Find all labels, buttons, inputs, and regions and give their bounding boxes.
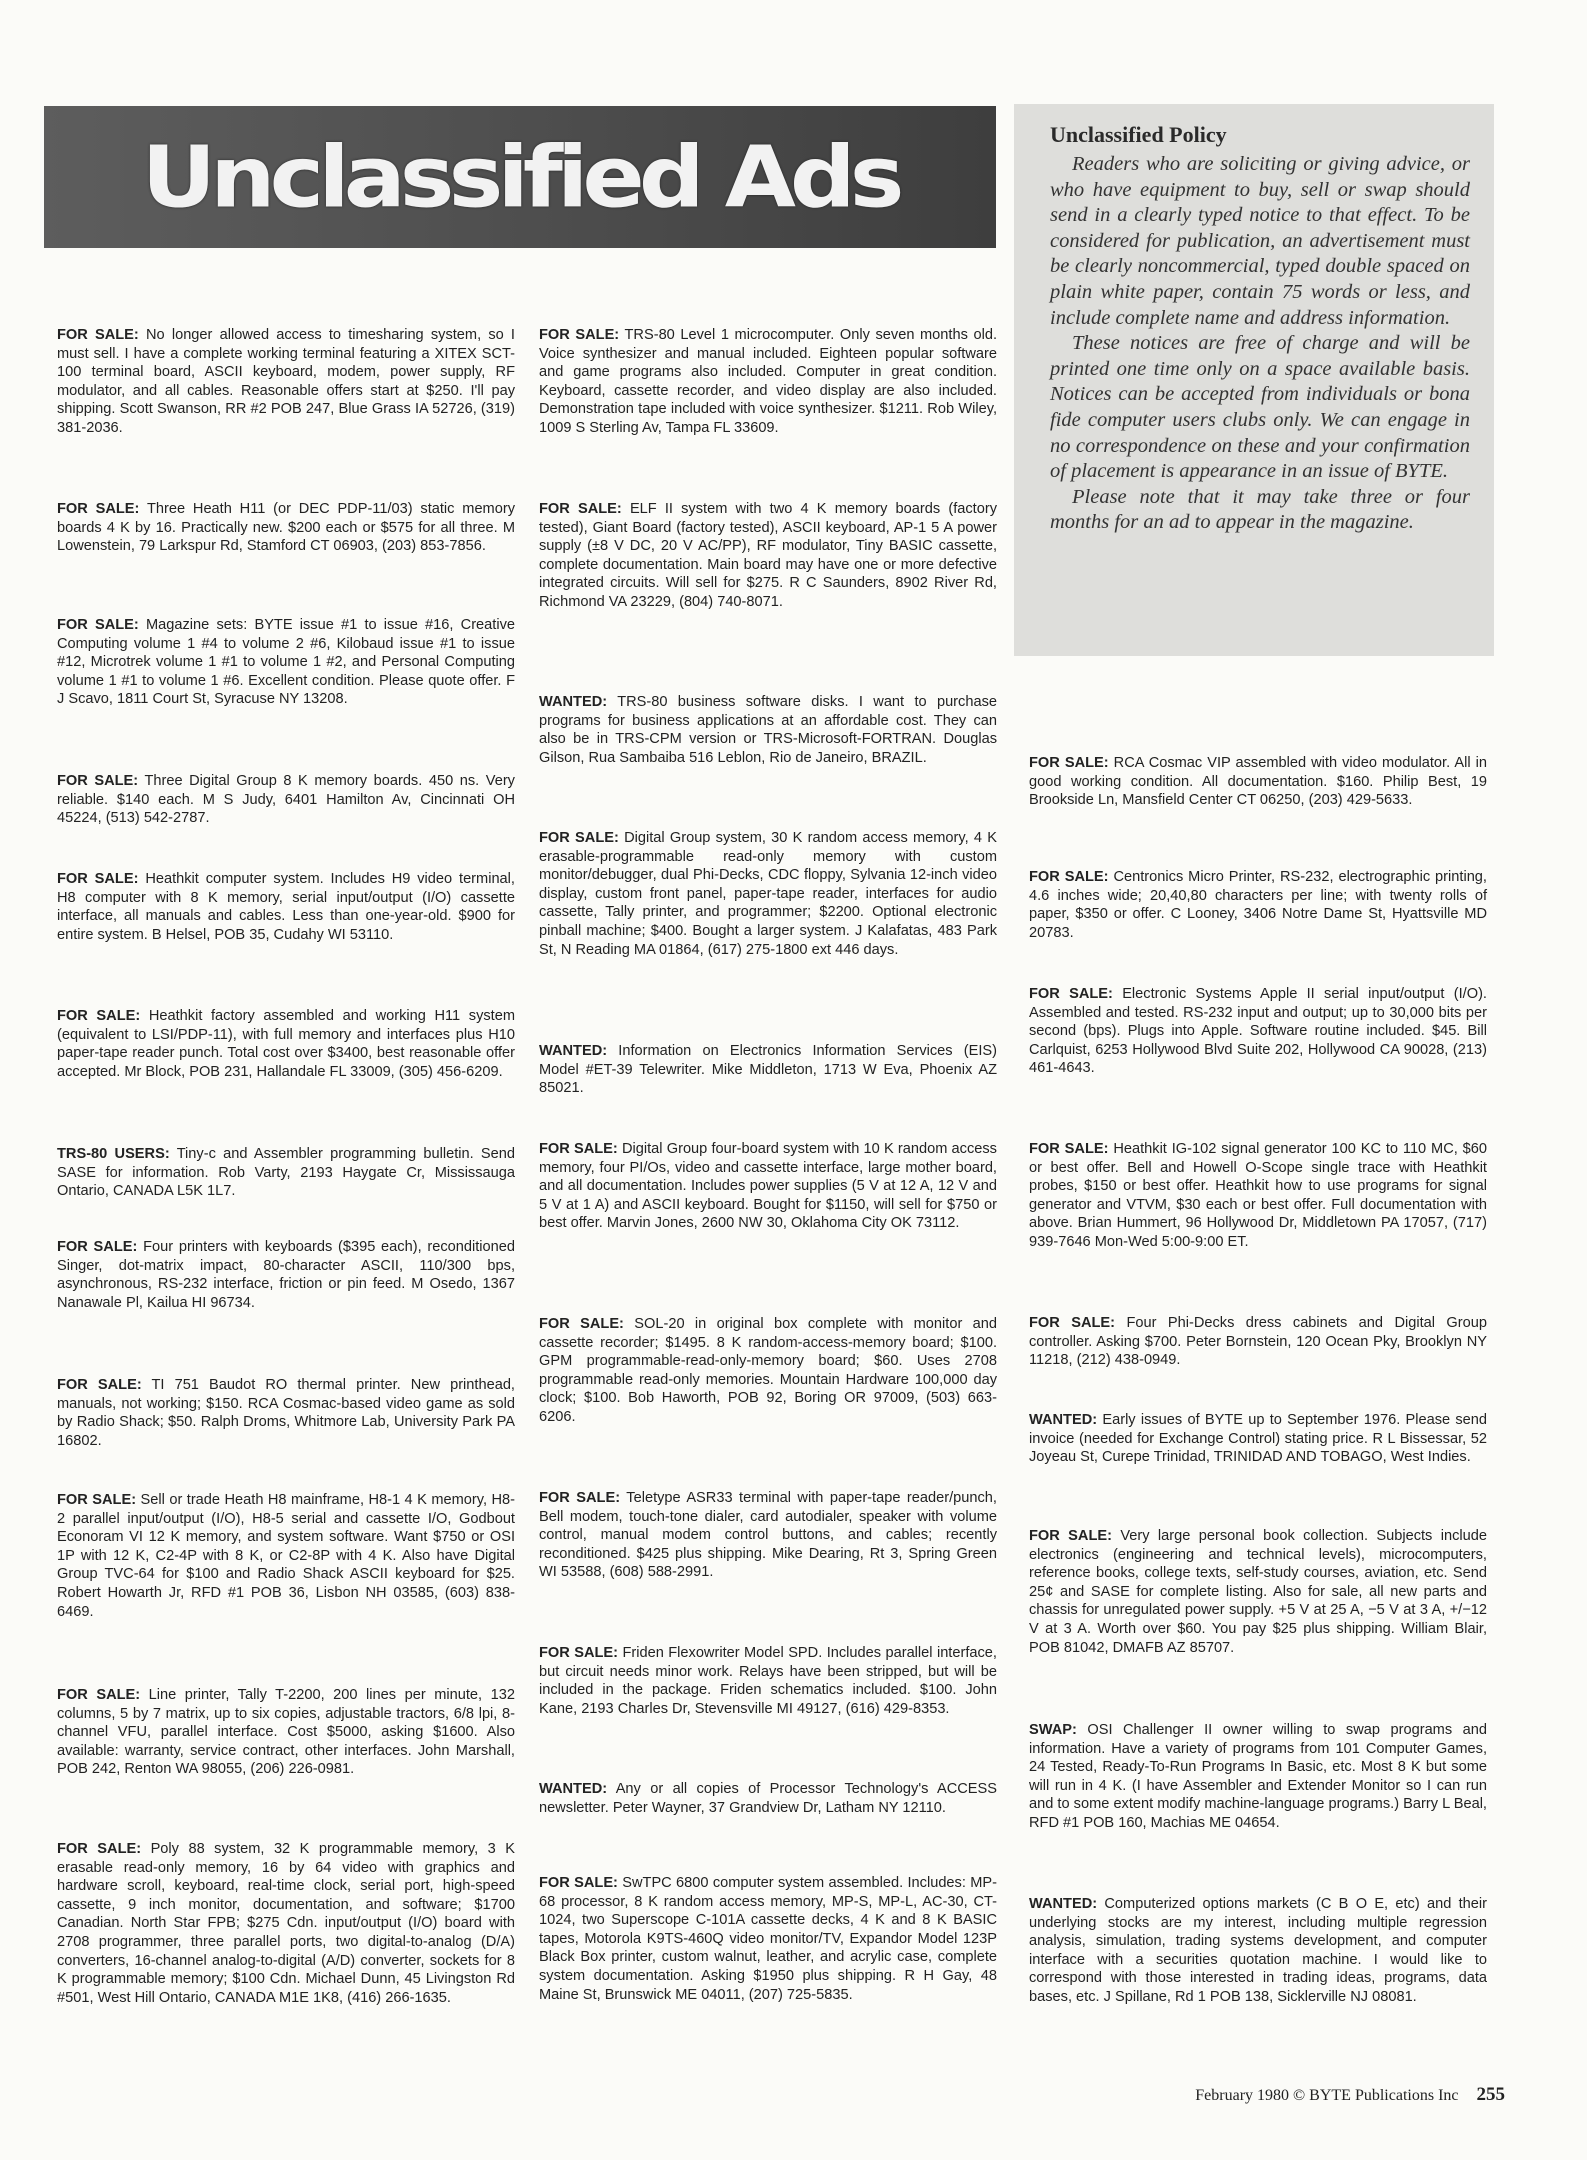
ad-lead: FOR SALE: — [57, 1239, 138, 1255]
ad-text: OSI Challenger II owner willing to swap programs and information. Have a variety of programs from 101 Computer Games, 24 Tested, Ready-To-Run Programs In Basic, etc. Most 8 K but some will run in 4 K. (I have Assembler and Extender Monitor so I can run and to some extent modify machine-language programs.) Barry L Beal, RFD #1 POB 160, Machias ME 04654. — [1029, 1722, 1487, 1831]
ad-text: Friden Flexowriter Model SPD. Includes parallel interface, but circuit needs minor work. Relays have been stripped, but will be included in the package. Friden schematics included. $100. John Kane, 2193 Charles Dr, Stevensville MI 49127, (616) 429-8353. — [539, 1645, 997, 1717]
classified-ad — [539, 1042, 997, 1098]
classified-ad — [539, 500, 997, 612]
ad-lead: FOR SALE: — [539, 1645, 619, 1661]
ad-lead: FOR SALE: — [57, 773, 139, 789]
classified-ad — [57, 326, 515, 438]
ad-text: ELF II system with two 4 K memory boards (factory tested), Giant Board (factory tested), ASCII keyboard, AP-1 5 A power supply (±8 V DC, 20 V AC/PP), RF modulator, Tiny BASIC cassette, complete documentation. Main board may have one or more defective integrated circuits. Will sell for $275. R C Saunders, 8902 River Rd, Richmond VA 23229, (804) 740-8071. — [539, 501, 997, 610]
policy-paragraph: Readers who are soliciting or giving advice, or who have equipment to buy, sell or swap should send in a clearly typed notice to that effect. To be considered for publication, an advertisement must be clearly noncommercial, typed double spaced on plain white paper, contain 75 words or less, and include complete name and address information. — [1050, 153, 1470, 329]
ad-lead: FOR SALE: — [57, 1687, 141, 1703]
ad-text: SOL-20 in original box complete with monitor and cassette recorder; $1495. 8 K random-access-memory board; $100. GPM programmable-read-only-memory board; $60. Uses 2708 programmable read-only memories. Mountain Hardware 100,000 day clock; $100. Bob Haworth, POB 92, Boring OR 97009, (503) 663-6206. — [539, 1316, 997, 1425]
ad-lead: FOR SALE: — [1029, 869, 1109, 885]
ad-text: Electronic Systems Apple II serial input/output (I/O). Assembled and tested. RS-232 input and output; up to 30,000 bits per second (bps). Plugs into Apple. Software routine included. $45. Bill Carlquist, 6253 Hollywood Blvd Suite 202, Hollywood CA 90028, (213) 461-4643. — [1029, 986, 1487, 1077]
ad-lead: FOR SALE: — [57, 1841, 142, 1857]
ad-lead: FOR SALE: — [1029, 1315, 1116, 1331]
policy-box — [1014, 104, 1494, 656]
ad-lead: WANTED: — [1029, 1412, 1098, 1428]
ad-lead: TRS-80 USERS: — [57, 1146, 170, 1162]
page-number: 255 — [1476, 2084, 1505, 2105]
section-banner — [44, 106, 996, 248]
ad-lead: FOR SALE: — [57, 871, 139, 887]
ad-lead: FOR SALE: — [539, 1141, 618, 1157]
ad-text: Three Digital Group 8 K memory boards. 450 ns. Very reliable. $140 each. M S Judy, 6401 Hamilton Av, Cincinnati OH 45224, (513) 542-2787. — [57, 773, 515, 827]
classified-ad — [57, 1007, 515, 1081]
ad-text: Tiny-c and Assembler programming bulletin. Send SASE for information. Rob Varty, 2193 Haygate Cr, Mississauga Ontario, CANADA L5K 1L7. — [57, 1146, 515, 1200]
ad-text: Digital Group four-board system with 10 K random access memory, four PI/Os, video and cassette interface, large mother board, and all documentation. Includes power supplies (5 V at 12 A, 12 V and 5 V at 1 A) and ASCII keyboard. Bought for $1150, will sell for $750 or best offer. Marvin Jones, 2600 NW 30, Oklahoma City OK 73112. — [539, 1141, 997, 1232]
classified-ad — [539, 1780, 997, 1817]
classified-ad — [539, 829, 997, 959]
classified-ad — [57, 772, 515, 828]
ad-text: RCA Cosmac VIP assembled with video modulator. All in good working condition. All documentation. $160. Philip Best, 19 Brookside Ln, Mansfield Center CT 06250, (203) 429-5633. — [1029, 755, 1487, 809]
ad-lead: WANTED: — [539, 694, 608, 710]
classified-ad — [57, 1376, 515, 1450]
ad-text: Magazine sets: BYTE issue #1 to issue #16, Creative Computing volume 1 #4 to volume 2 #6, Kilobaud issue #1 to issue #12, Microtrek volume 1 #1 to volume 1 #2, and Personal Computing volume 1 #1 to volume 1 #6. Excellent condition. Please quote offer. F J Scavo, 1811 Court St, Syracuse NY 13208. — [57, 617, 515, 708]
ad-lead: FOR SALE: — [539, 1875, 618, 1891]
classified-ad — [1029, 1527, 1487, 1657]
ad-lead: FOR SALE: — [57, 501, 140, 517]
classified-ad — [1029, 1314, 1487, 1370]
classified-ad — [57, 1840, 515, 2007]
ad-lead: FOR SALE: — [1029, 755, 1109, 771]
ad-text: Teletype ASR33 terminal with paper-tape reader/punch, Bell modem, touch-tone dialer, card autodialer, speaker with volume control, manual modem control buttons, and cables; recently reconditioned. $425 plus shipping. Mike Dearing, Rt 3, Spring Green WI 53588, (608) 588-2991. — [539, 1490, 997, 1581]
classified-ad — [539, 1315, 997, 1427]
classified-ad — [57, 1238, 515, 1312]
ad-lead: WANTED: — [539, 1043, 608, 1059]
ad-text: Three Heath H11 (or DEC PDP-11/03) static memory boards 4 K by 16. Practically new. $200 each or $575 for all three. M Lowenstein, 79 Larkspur Rd, Stamford CT 06903, (203) 853-7856. — [57, 501, 515, 555]
ad-lead: FOR SALE: — [57, 327, 139, 343]
classified-ad — [539, 1140, 997, 1233]
classified-ad — [57, 500, 515, 556]
footer-credit: February 1980 © BYTE Publications Inc — [1195, 2087, 1459, 2104]
ad-text: Computerized options markets (C B O E, etc) and their underlying stocks are my interest, including multiple regression analysis, simulation, trading systems development, and computer interface with a securities quotation machine. I would like to correspond with those interested in trading ideas, programs, data bases, etc. J Spillane, Rd 1 POB 138, Sicklerville NJ 08081. — [1029, 1896, 1487, 2005]
ad-lead: FOR SALE: — [539, 1490, 621, 1506]
ad-text: Poly 88 system, 32 K programmable memory, 3 K erasable read-only memory, 16 by 64 video with graphics and hardware scroll, keyboard, real-time clock, serial port, high-speed cassette, 9 inch monitor, documentation, and software; $1700 Canadian. North Star FPB; $275 Cdn. input/output (I/O) board with 2708 programmer, three parallel ports, two digital-to-analog (D/A) converters, 16-channel analog-to-digital (A/D) converter, sockets for 8 K programmable memory; $100 Cdn. Michael Dunn, 45 Livingston Rd #501, West Hill Ontario, CANADA M1E 1K8, (416) 266-1635. — [57, 1841, 515, 2006]
classified-ad — [57, 1686, 515, 1779]
ad-lead: SWAP: — [1029, 1722, 1077, 1738]
ad-text: Heathkit IG-102 signal generator 100 KC to 110 MC, $60 or best offer. Bell and Howell O-Scope single trace with Heathkit probes, $150 or best offer. Heathkit how to use programs for signal generator and VTVM, $30 each or best offer. Full documentation with above. Brian Hummert, 96 Hollywood Dr, Middletown PA 17057, (717) 939-7646 Mon-Wed 5:00-9:00 ET. — [1029, 1141, 1487, 1250]
ad-lead: FOR SALE: — [1029, 986, 1113, 1002]
ad-text: Very large personal book collection. Subjects include electronics (engineering and technical levels), microcomputers, reference books, college texts, self-study courses, aviation, etc. Send 25¢ and SASE for complete listing. Also for sale, all new parts and chassis for unregulated power supply. +5 V at 25 A, −5 V at 3 A, +/−12 V at 3 A. Worth over $60. You pay $25 plus shipping. William Blair, POB 81042, DMAFB AZ 85707. — [1029, 1528, 1487, 1656]
page-footer — [1195, 2084, 1505, 2106]
ad-lead: FOR SALE: — [539, 1316, 624, 1332]
ad-lead: FOR SALE: — [57, 1377, 142, 1393]
ad-lead: FOR SALE: — [539, 830, 619, 846]
ad-lead: FOR SALE: — [539, 327, 620, 343]
ad-lead: FOR SALE: — [57, 1492, 137, 1508]
classified-ad — [1029, 1140, 1487, 1252]
ad-text: Four Phi-Decks dress cabinets and Digital Group controller. Asking $700. Peter Bornstein, 120 Ocean Pky, Brooklyn NY 11218, (212) 438-0949. — [1029, 1315, 1487, 1369]
ad-text: Four printers with keyboards ($395 each), reconditioned Singer, dot-matrix impact, 80-character ASCII, 110/300 bps, asynchronous, RS-232 interface, friction or pin feed. M Osedo, 1367 Nanawale Pl, Kailua HI 96734. — [57, 1239, 515, 1311]
classified-ad — [57, 1491, 515, 1621]
classified-ad — [57, 616, 515, 709]
classified-ad — [1029, 1411, 1487, 1467]
ad-lead: FOR SALE: — [57, 1008, 141, 1024]
classified-ad — [1029, 754, 1487, 810]
ad-text: TRS-80 business software disks. I want to purchase programs for business applications at an affordable cost. They can also be in TRS-CPM version or TRS-Microsoft-FORTRAN. Douglas Gilson, Rua Sambaiba 516 Leblon, Rio de Janeiro, BRAZIL. — [539, 694, 997, 766]
policy-paragraph: These notices are free of charge and will be printed one time only on a space available basis. Notices can be accepted from individuals or bona fide computer users clubs only. We can engage in no correspondence on these and your confirmation of placement is appearance in an issue of BYTE. — [1050, 332, 1470, 483]
policy-title: Unclassified Policy — [1050, 122, 1227, 147]
ad-text: Early issues of BYTE up to September 1976. Please send invoice (needed for Exchange Control) stating price. R L Bissessar, 52 Joyeau St, Curepe Trinidad, TRINIDAD AND TOBAGO, West Indies. — [1029, 1412, 1487, 1466]
classified-ad — [539, 326, 997, 438]
ad-lead: FOR SALE: — [1029, 1141, 1109, 1157]
ad-lead: WANTED: — [1029, 1896, 1098, 1912]
classified-ad — [1029, 985, 1487, 1078]
ad-text: Information on Electronics Information Services (EIS) Model #ET-39 Telewriter. Mike Middleton, 1713 W Eva, Phoenix AZ 85021. — [539, 1043, 997, 1097]
ad-text: No longer allowed access to timesharing system, so I must sell. I have a complete working terminal featuring a XITEX SCT-100 terminal board, ASCII keyboard, modem, power supply, RF modulator, and all cables. Reasonable offers start at $250. I'll pay shipping. Scott Swanson, RR #2 POB 247, Blue Grass IA 52726, (319) 381-2036. — [57, 327, 515, 436]
classified-ad — [539, 1489, 997, 1582]
ad-text: Line printer, Tally T-2200, 200 lines per minute, 132 columns, 5 by 7 matrix, up to six copies, adjustable tractors, 6/8 lpi, 8-channel VFU, parallel interface. Cost $5000, asking $1600. Also available: warranty, service contract, other interfaces. John Marshall, POB 242, Renton WA 98055, (206) 226-0981. — [57, 1687, 515, 1778]
classified-ad — [57, 870, 515, 944]
ad-lead: FOR SALE: — [1029, 1528, 1112, 1544]
ad-text: Sell or trade Heath H8 mainframe, H8-1 4 K memory, H8-2 parallel input/output (I/O), H8-5 serial and cassette I/O, Godbout Econoram VI 12 K memory, and system software. Want $750 or OSI 1P with 12 K, C2-4P with 8 K, or C2-8P with 4 K. Also have Digital Group TVC-64 for $100 and Radio Shack ASCII keyboard for $25. Robert Howarth Jr, RFD #1 POB 36, Lisbon NH 03585, (603) 838-6469. — [57, 1492, 515, 1620]
ad-text: Any or all copies of Processor Technology's ACCESS newsletter. Peter Wayner, 37 Grandview Dr, Latham NY 12110. — [539, 1781, 997, 1816]
ad-lead: WANTED: — [539, 1781, 608, 1797]
ad-lead: FOR SALE: — [539, 501, 622, 517]
ad-text: TRS-80 Level 1 microcomputer. Only seven months old. Voice synthesizer and manual included. Eighteen popular software and game programs also included. Computer in great condition. Keyboard, cassette recorder, and video display are also included. Demonstration tape included with voice synthesizer. $1211. Rob Wiley, 1009 S Sterling Av, Tampa FL 33609. — [539, 327, 997, 436]
ad-lead: FOR SALE: — [57, 617, 139, 633]
classified-ad — [1029, 868, 1487, 942]
banner-title: Unclassified Ads — [141, 127, 899, 227]
classified-ad — [539, 1644, 997, 1718]
classified-ad — [539, 693, 997, 767]
ad-text: Heathkit computer system. Includes H9 video terminal, H8 computer with 8 K memory, serial input/output (I/O) cassette interface, all manuals and cables. Less than one-year-old. $900 for entire system. B Helsel, POB 35, Cudahy WI 53110. — [57, 871, 515, 943]
ad-text: TI 751 Baudot RO thermal printer. New printhead, manuals, not working; $150. RCA Cosmac-based video game as sold by Radio Shack; $50. Ralph Droms, Whitmore Lab, University Park PA 16802. — [57, 1377, 515, 1449]
ad-text: Digital Group system, 30 K random access memory, 4 K erasable-programmable read-only memory with custom monitor/debugger, dual Phi-Decks, CDC floppy, Sylvania 12-inch video display, custom front panel, paper-tape reader, interfaces for audio cassette, Tally printer, and programmer; $2200. Optional electronic pinball machine; $400. Bought a larger system. J Kalafatas, 483 Park St, N Reading MA 01864, (617) 275-1800 ext 446 days. — [539, 830, 997, 958]
policy-paragraph: Please note that it may take three or four months for an ad to appear in the magazine. — [1050, 485, 1470, 534]
classified-ad — [1029, 1721, 1487, 1833]
ad-text: Heathkit factory assembled and working H11 system (equivalent to LSI/PDP-11), with full memory and interfaces plus H10 paper-tape reader punch. Total cost over $3400, best reasonable offer accepted. Mr Block, POB 231, Hallandale FL 33009, (305) 456-6209. — [57, 1008, 515, 1080]
ad-text: SwTPC 6800 computer system assembled. Includes: MP-68 processor, 8 K random access memory, MP-S, MP-L, AC-30, CT-1024, two Superscope C-101A cassette decks, 4 K and 8 K BASIC tapes, Motorola K9TS-460Q video monitor/TV, Expandor Model 123P Black Box printer, custom walnut, leather, and acrylic case, complete system documentation. Asking $1950 plus shipping. R H Gay, 48 Maine St, Brunswick ME 04011, (207) 725-5835. — [539, 1875, 997, 2003]
classified-ad — [1029, 1895, 1487, 2007]
ad-text: Centronics Micro Printer, RS-232, electrographic printing, 4.6 inches wide; 20,40,80 characters per line; with twenty rolls of paper, $350 or offer. C Looney, 3406 Notre Dame St, Hyattsville MD 20783. — [1029, 869, 1487, 941]
classified-ad — [57, 1145, 515, 1201]
classified-ad — [539, 1874, 997, 2004]
